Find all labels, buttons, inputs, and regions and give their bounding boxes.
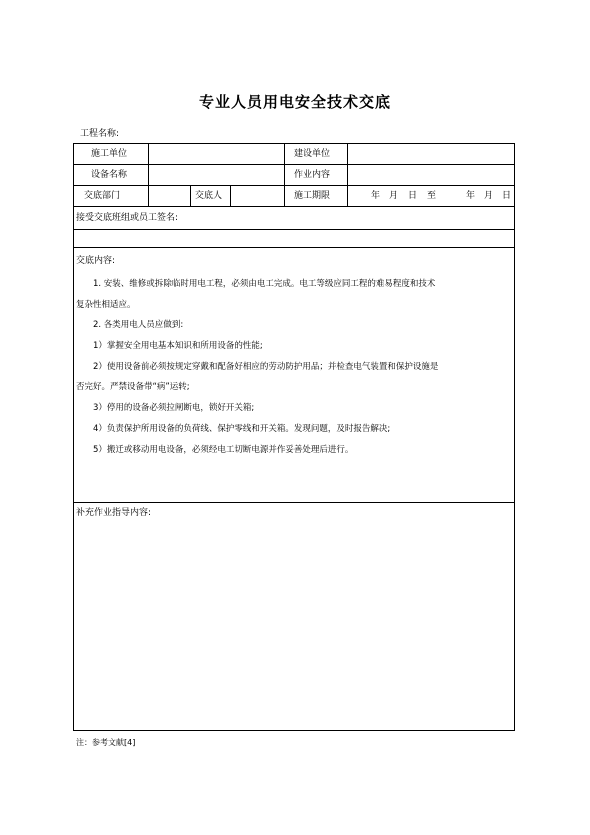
table-line <box>514 143 515 730</box>
table-line <box>284 143 285 206</box>
table-line <box>73 206 515 207</box>
building-unit-label: 建设单位 <box>294 149 331 159</box>
content-paragraph: 2. 各类用电人员应做到: <box>93 320 184 330</box>
content-paragraph: 否完好。严禁设备带“病”运转; <box>76 382 190 392</box>
period-start-year: 年 <box>371 191 381 201</box>
content-paragraph: 5）搬迁或移动用电设备，必须经电工切断电源并作妥善处理后进行。 <box>93 445 354 455</box>
discloser-label: 交底人 <box>195 191 223 201</box>
period-end-day: 日 <box>502 191 512 201</box>
content-paragraph: 1）掌握安全用电基本知识和所用设备的性能; <box>93 341 263 351</box>
content-paragraph: 3）停用的设备必须拉闸断电，锁好开关箱; <box>93 403 255 413</box>
table-line <box>73 502 515 503</box>
table-line <box>73 143 74 730</box>
table-line <box>73 730 515 731</box>
disclosure-dept-label: 交底部门 <box>84 191 121 201</box>
supplement-label: 补充作业指导内容: <box>76 508 152 518</box>
page-title: 专业人员用电安全技术交底 <box>198 93 391 111</box>
construction-period-label: 施工期限 <box>294 191 331 201</box>
period-end-year: 年 <box>466 191 476 201</box>
period-to: 至 <box>427 191 437 201</box>
table-line <box>73 143 515 144</box>
period-start-month: 月 <box>389 191 399 201</box>
content-paragraph: 1. 安装、维修或拆除临时用电工程，必须由电工完成。电工等级应同工程的难易程度和技术 <box>93 279 436 289</box>
construction-unit-label: 施工单位 <box>91 149 128 159</box>
content-paragraph: 2）使用设备前必须按规定穿戴和配备好相应的劳动防护用品；并检查电气装置和保护设施是 <box>93 362 439 372</box>
table-line <box>73 164 515 165</box>
footnote: 注：参考文献[4] <box>76 738 136 747</box>
period-end-month: 月 <box>484 191 494 201</box>
table-line <box>230 185 231 206</box>
equipment-name-label: 设备名称 <box>91 170 128 180</box>
content-paragraph: 4）负责保护所用设备的负荷线、保护零线和开关箱。发现问题，及时报告解决; <box>93 424 391 434</box>
table-line <box>347 143 348 206</box>
period-start-day: 日 <box>408 191 418 201</box>
table-line <box>73 247 515 248</box>
table-line <box>73 229 515 230</box>
content-paragraph: 复杂性相适应。 <box>76 300 136 310</box>
signature-label: 接受交底班组或员工签名: <box>76 213 179 223</box>
table-line <box>190 185 191 206</box>
table-line <box>148 143 149 206</box>
project-name-label: 工程名称: <box>80 129 120 139</box>
work-content-label: 作业内容 <box>294 170 331 180</box>
table-line <box>73 185 515 186</box>
content-heading: 交底内容: <box>76 256 116 266</box>
